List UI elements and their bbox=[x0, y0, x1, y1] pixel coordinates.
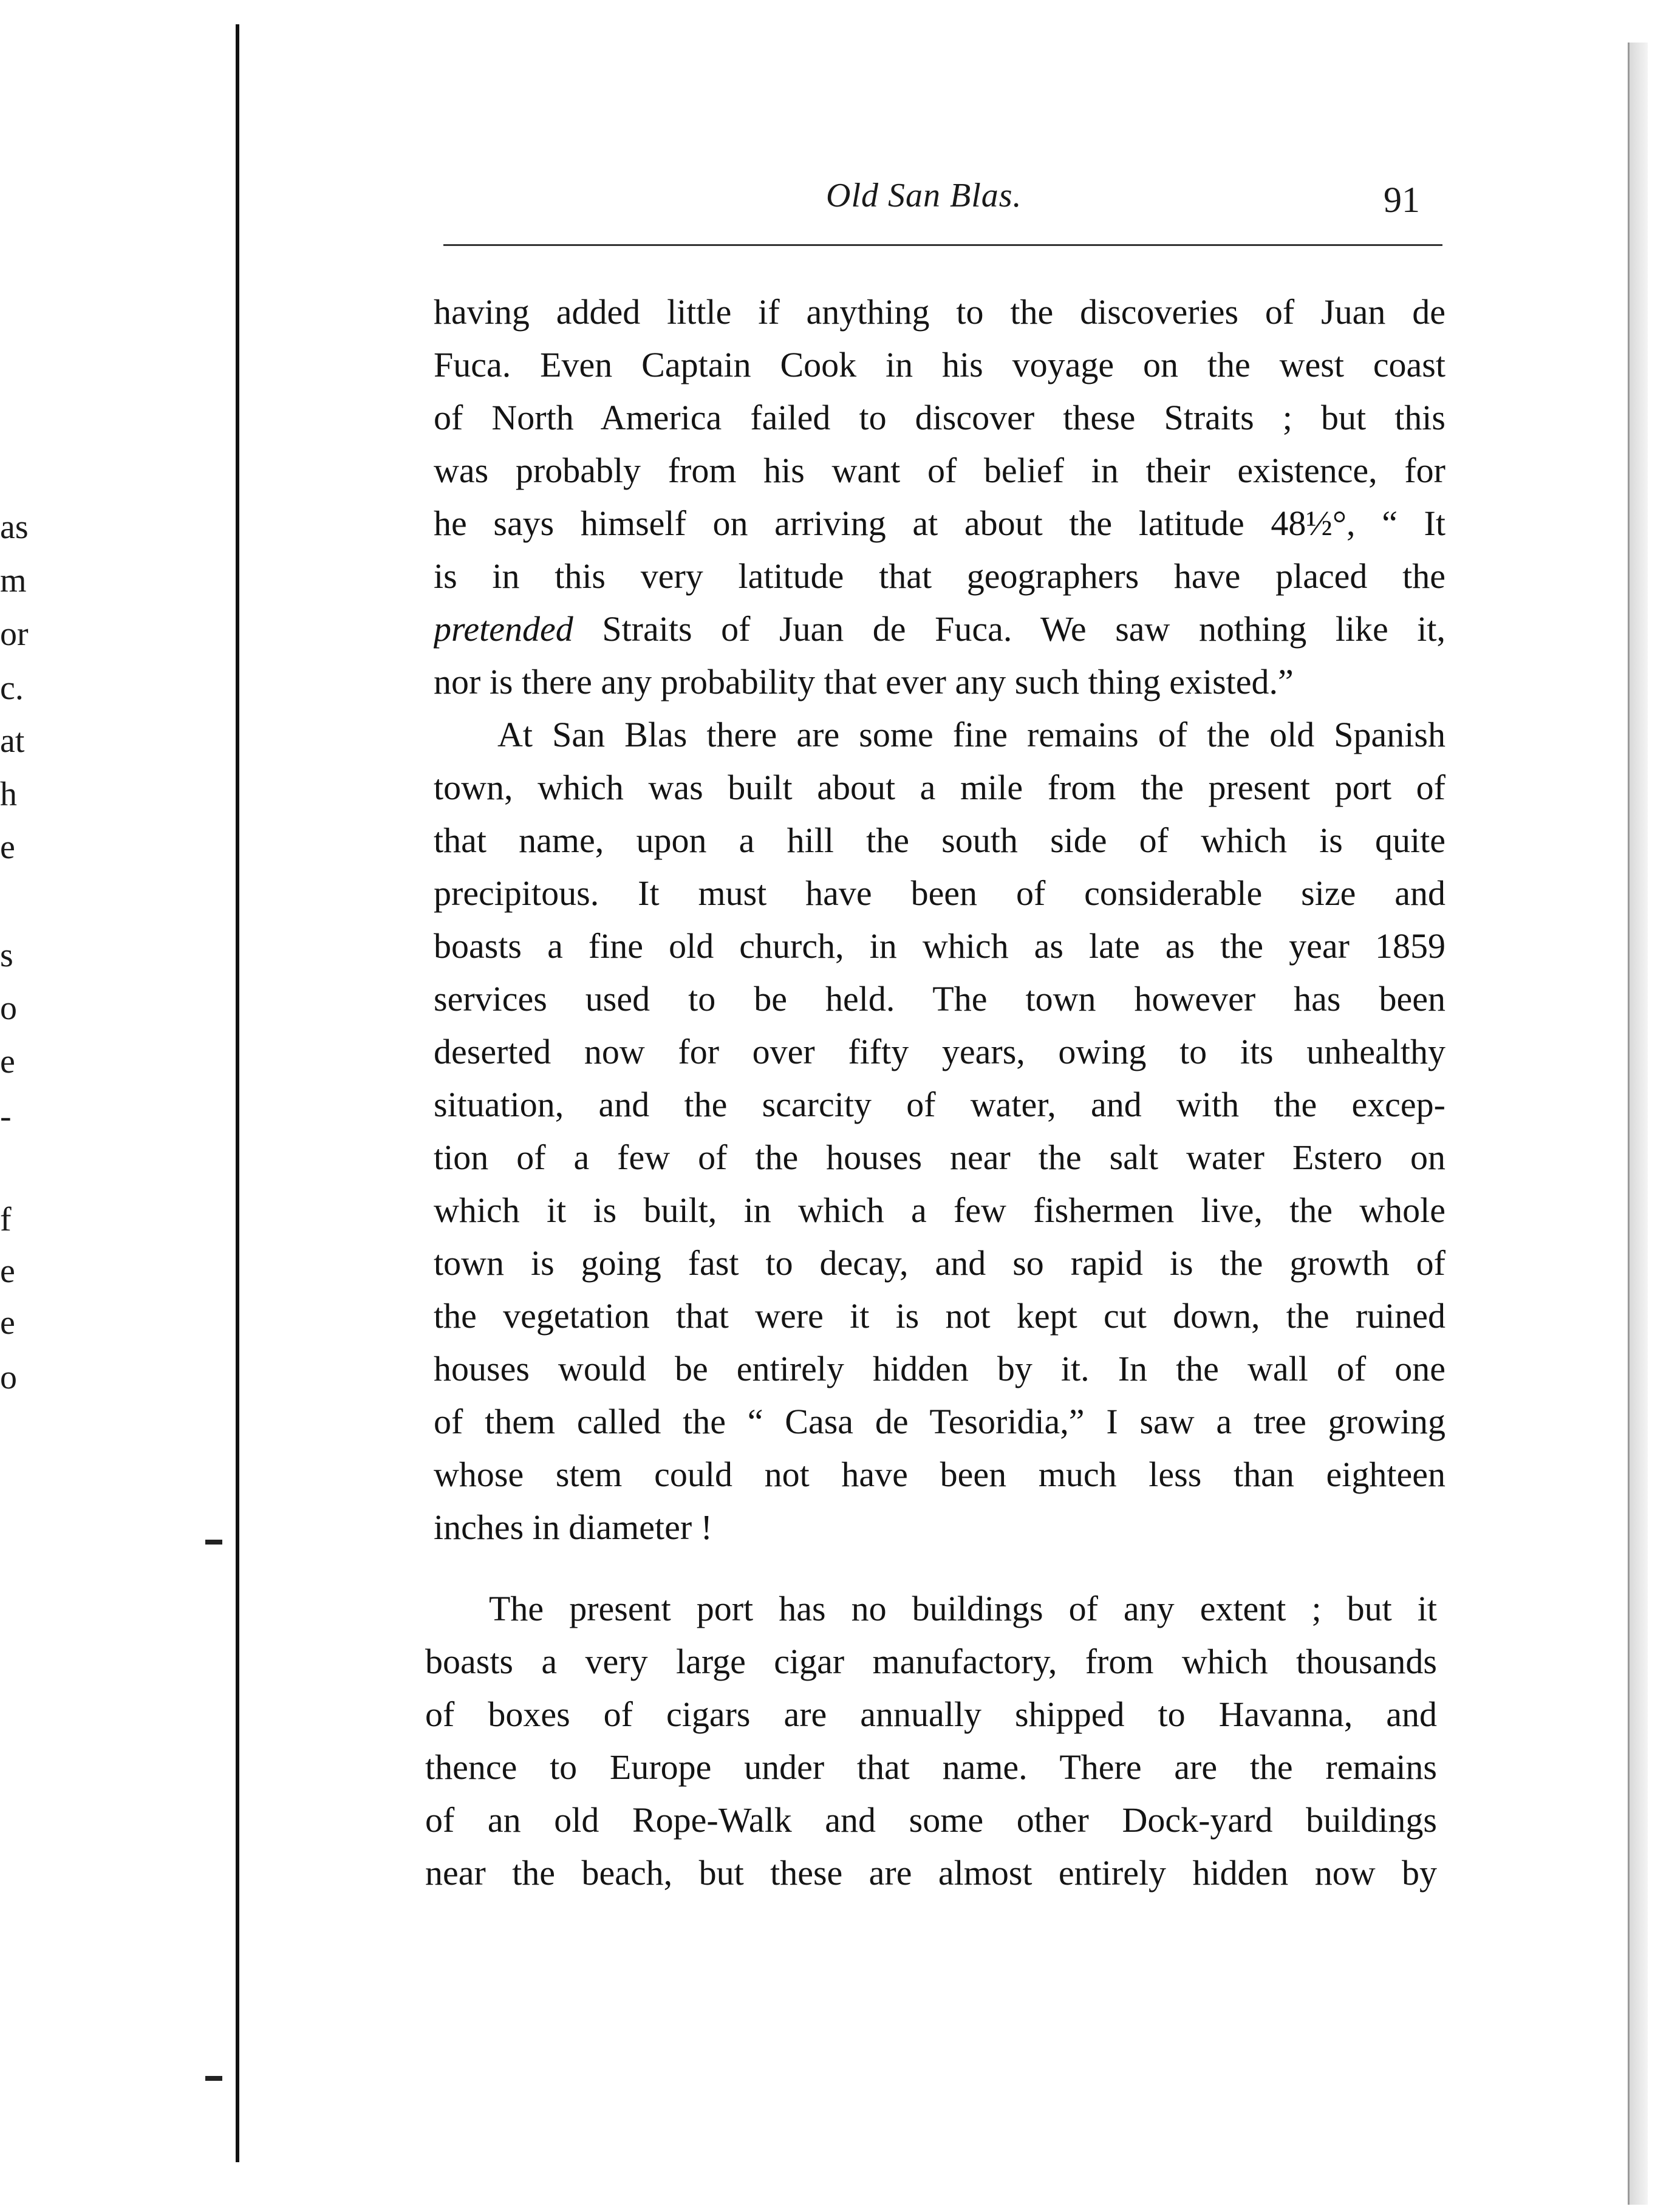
paragraph-cigar bbox=[425, 1582, 1437, 1899]
left-fragment: at bbox=[0, 722, 25, 760]
left-fragment: s bbox=[0, 937, 13, 974]
text-line: he says himself on arriving at about the latitude 48½°, “ It bbox=[434, 504, 1445, 543]
text-line: boasts a fine old church, in which as late as the year 1859 bbox=[434, 926, 1445, 966]
text-line: of an old Rope-Walk and some other Dock-yard buildings bbox=[425, 1800, 1437, 1840]
text-line: At San Blas there are some fine remains of the old Spanish bbox=[497, 715, 1445, 754]
text-line: inches in diameter ! bbox=[434, 1507, 712, 1547]
left-fragment: c. bbox=[0, 669, 24, 707]
text-line: town is going fast to decay, and so rapid is the growth of bbox=[434, 1243, 1445, 1283]
text-line: near the beach, but these are almost entirely hidden now by bbox=[425, 1853, 1437, 1893]
text-line: precipitous. It must have been of considerable size and bbox=[434, 873, 1445, 913]
left-fragment: e bbox=[0, 1252, 15, 1290]
left-fragment: h bbox=[0, 776, 17, 813]
left-fragment: as bbox=[0, 508, 29, 546]
binding-gutter bbox=[236, 24, 248, 2162]
left-fragment: - bbox=[0, 1097, 12, 1135]
text-line: the vegetation that were it is not kept cut down, the ruined bbox=[434, 1296, 1445, 1336]
left-fragment: e bbox=[0, 1043, 15, 1080]
binding-mark bbox=[205, 2076, 222, 2081]
text-line: deserted now for over fifty years, owing to its unhealthy bbox=[434, 1032, 1445, 1071]
text-line: tion of a few of the houses near the salt water Estero on bbox=[434, 1138, 1445, 1177]
header-rule bbox=[443, 244, 1442, 246]
text-line: nor is there any probability that ever any such thing existed.” bbox=[434, 662, 1294, 701]
text-line: town, which was built about a mile from the present port of bbox=[434, 768, 1445, 807]
page-number: 91 bbox=[1384, 180, 1420, 220]
text-line-rest: Straits of Juan de Fuca. We saw nothing like it, bbox=[602, 609, 1445, 649]
text-line: is in this very latitude that geographers have placed the bbox=[434, 556, 1445, 596]
pretended-italic: pretended bbox=[434, 609, 573, 649]
text-line: of them called the “ Casa de Tesoridia,” I saw a tree growing bbox=[434, 1402, 1445, 1441]
left-fragment: e bbox=[0, 828, 15, 866]
text-line: houses would be entirely hidden by it. In the wall of one bbox=[434, 1349, 1445, 1388]
page-edge-shadow bbox=[1628, 43, 1648, 2205]
running-title: Old San Blas. bbox=[826, 177, 1022, 214]
text-line: of North America failed to discover these Straits ; but this bbox=[434, 398, 1445, 437]
text-line: of boxes of cigars are annually shipped to Havanna, and bbox=[425, 1695, 1437, 1734]
binding-mark bbox=[205, 1540, 222, 1545]
left-fragment: or bbox=[0, 615, 29, 653]
text-line: that name, upon a hill the south side of which is quite bbox=[434, 821, 1445, 860]
text-line: whose stem could not have been much less than eighteen bbox=[434, 1455, 1445, 1494]
text-line: which it is built, in which a few fishermen live, the whole bbox=[434, 1190, 1445, 1230]
text-line: having added little if anything to the discoveries of Juan de bbox=[434, 292, 1445, 332]
left-fragment: e bbox=[0, 1304, 15, 1342]
text-line: Fuca. Even Captain Cook in his voyage on the west coast bbox=[434, 345, 1445, 384]
text-line bbox=[434, 602, 1445, 655]
text-line: situation, and the scarcity of water, and with the excep- bbox=[434, 1085, 1445, 1124]
left-fragment: o bbox=[0, 1359, 17, 1396]
left-page-fragment bbox=[0, 0, 234, 2212]
text-line: thence to Europe under that name. There are the remains bbox=[425, 1747, 1437, 1787]
body-text bbox=[434, 285, 1445, 1554]
left-fragment: m bbox=[0, 562, 27, 599]
text-line: services used to be held. The town however has been bbox=[434, 979, 1445, 1019]
left-fragment: f bbox=[0, 1201, 12, 1238]
text-line: The present port has no buildings of any extent ; but it bbox=[489, 1589, 1437, 1628]
text-line: was probably from his want of belief in their existence, for bbox=[434, 451, 1445, 490]
text-line: boasts a very large cigar manufactory, from which thousands bbox=[425, 1642, 1437, 1681]
left-fragment: o bbox=[0, 989, 17, 1027]
